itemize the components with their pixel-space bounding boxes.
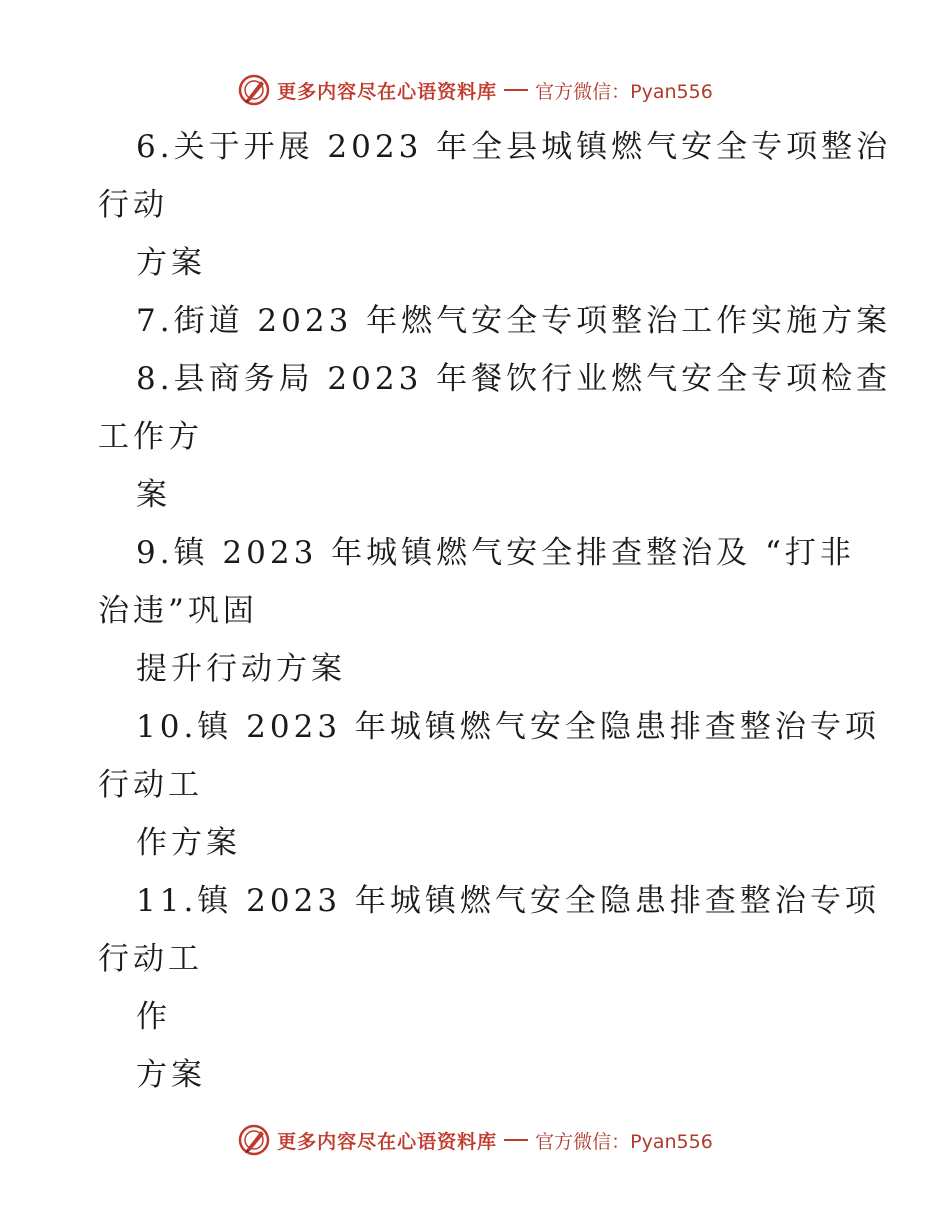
document-body <box>98 118 892 1104</box>
list-item-8-cont: 工作方 <box>98 419 203 455</box>
list-item-10-cont: 行动工 <box>98 767 203 803</box>
pen-logo-icon <box>237 73 271 107</box>
list-item-11: 11.镇 2023 年城镇燃气安全隐患排查整治专项 <box>136 883 880 919</box>
banner-dash <box>504 89 528 91</box>
list-item-9: 9.镇 2023 年城镇燃气安全排查整治及 “打非 <box>136 535 855 571</box>
list-item-11-cont2: 作 <box>136 999 171 1035</box>
banner-title: 更多内容尽在心语资料库 <box>277 80 498 103</box>
pen-logo-icon <box>237 1123 271 1157</box>
banner-wechat: 官方微信：Pyan556 <box>535 80 713 103</box>
list-item-8: 8.县商务局 2023 年餐饮行业燃气安全专项检查 <box>136 361 892 397</box>
list-item-6-cont: 行动 <box>98 187 168 223</box>
banner-dash <box>504 1139 528 1141</box>
banner-title: 更多内容尽在心语资料库 <box>277 1130 498 1153</box>
list-item-6-cont2: 方案 <box>136 245 206 281</box>
header-banner <box>0 70 950 110</box>
list-item-9-cont: 治违”巩固 <box>98 593 258 629</box>
list-item-10: 10.镇 2023 年城镇燃气安全隐患排查整治专项 <box>136 709 880 745</box>
list-item-10-cont2: 作方案 <box>136 825 241 861</box>
footer-banner <box>0 1120 950 1160</box>
banner-wechat: 官方微信：Pyan556 <box>535 1130 713 1153</box>
list-item-6: 6.关于开展 2023 年全县城镇燃气安全专项整治 <box>136 129 892 165</box>
list-item-9-cont2: 提升行动方案 <box>136 651 346 687</box>
list-item-11-cont3: 方案 <box>136 1057 206 1093</box>
list-item-8-cont2: 案 <box>136 477 171 513</box>
list-item-11-cont: 行动工 <box>98 941 203 977</box>
list-item-7: 7.街道 2023 年燃气安全专项整治工作实施方案 <box>136 303 892 339</box>
